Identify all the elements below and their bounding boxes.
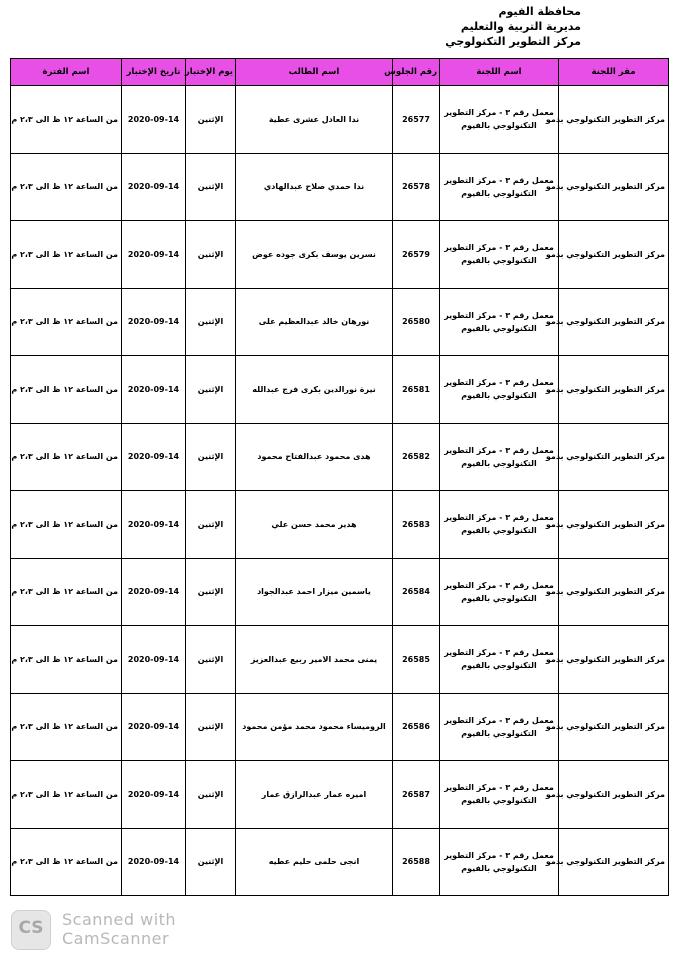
table-row [11, 86, 669, 154]
camscanner-caption [62, 910, 176, 948]
cell-committee: معمل رقم ٣ - مركز التطوير التكنولوجي بالفيوم [440, 288, 559, 356]
header-student: اسم الطالب [236, 59, 393, 86]
cell-date: 2020-09-14 [122, 221, 186, 289]
cell-date: 2020-09-14 [122, 558, 186, 626]
cell-committee: معمل رقم ٣ - مركز التطوير التكنولوجي بالفيوم [440, 558, 559, 626]
cell-day: الإثنين [186, 761, 236, 829]
cell-committee: معمل رقم ٣ - مركز التطوير التكنولوجي بالفيوم [440, 693, 559, 761]
cell-day: الإثنين [186, 221, 236, 289]
cell-seat: 26581 [393, 356, 440, 424]
cell-student: اميره عمار عبدالرازق عمار [236, 761, 393, 829]
cell-center: مركز التطوير التكنولوجي بدمو [559, 761, 669, 829]
table-header-row [11, 59, 669, 86]
cell-committee: معمل رقم ٣ - مركز التطوير التكنولوجي بالفيوم [440, 423, 559, 491]
cell-period: من الساعة ١٢ ظ الى ٢،٣ م [11, 153, 122, 221]
cell-center: مركز التطوير التكنولوجي بدمو [559, 491, 669, 559]
table-row [11, 761, 669, 829]
cell-period: من الساعة ١٢ ظ الى ٢،٣ م [11, 356, 122, 424]
cell-student: نورهان خالد عبدالعظيم على [236, 288, 393, 356]
cell-seat: 26582 [393, 423, 440, 491]
cell-student: انجى حلمى حليم عطيه [236, 828, 393, 896]
cell-date: 2020-09-14 [122, 693, 186, 761]
cell-student: نيرة نورالدين بكرى فرج عبدالله [236, 356, 393, 424]
cell-seat: 26578 [393, 153, 440, 221]
cell-date: 2020-09-14 [122, 356, 186, 424]
cell-day: الإثنين [186, 626, 236, 694]
cell-student: نسرين يوسف بكرى جوده عوض [236, 221, 393, 289]
cell-seat: 26580 [393, 288, 440, 356]
table-row [11, 221, 669, 289]
header-period: اسم الفترة [11, 59, 122, 86]
cell-date: 2020-09-14 [122, 626, 186, 694]
cell-day: الإثنين [186, 558, 236, 626]
cell-period: من الساعة ١٢ ظ الى ٢،٣ م [11, 288, 122, 356]
cell-committee: معمل رقم ٣ - مركز التطوير التكنولوجي بالفيوم [440, 491, 559, 559]
cell-day: الإثنين [186, 356, 236, 424]
header-committee: اسم اللجنة [440, 59, 559, 86]
directorate-title: مديرية التربية والتعليم [460, 20, 581, 33]
cell-date: 2020-09-14 [122, 86, 186, 154]
cell-seat: 26583 [393, 491, 440, 559]
cell-committee: معمل رقم ٣ - مركز التطوير التكنولوجي بالفيوم [440, 153, 559, 221]
cell-student: يمنى محمد الامير ربيع عبدالعزيز [236, 626, 393, 694]
cell-student: ياسمين ميزار احمد عبدالجواد [236, 558, 393, 626]
cell-day: الإثنين [186, 86, 236, 154]
center-title: مركز التطوير التكنولوجي [445, 35, 581, 48]
table-row [11, 693, 669, 761]
table-body [11, 86, 669, 896]
cell-committee: معمل رقم ٣ - مركز التطوير التكنولوجي بالفيوم [440, 86, 559, 154]
header-center: مقر اللجنة [559, 59, 669, 86]
cell-day: الإثنين [186, 693, 236, 761]
cell-center: مركز التطوير التكنولوجي بدمو [559, 288, 669, 356]
cell-date: 2020-09-14 [122, 828, 186, 896]
cell-period: من الساعة ١٢ ظ الى ٢،٣ م [11, 423, 122, 491]
cell-committee: معمل رقم ٣ - مركز التطوير التكنولوجي بالفيوم [440, 626, 559, 694]
cell-day: الإثنين [186, 288, 236, 356]
camscanner-logo-icon [11, 910, 51, 950]
cell-student: ندا العادل عشرى عطية [236, 86, 393, 154]
governorate-title: محافظة الفيوم [498, 5, 581, 18]
cell-period: من الساعة ١٢ ظ الى ٢،٣ م [11, 558, 122, 626]
document-header [381, 4, 581, 49]
table-row [11, 626, 669, 694]
cell-period: من الساعة ١٢ ظ الى ٢،٣ م [11, 693, 122, 761]
cell-committee: معمل رقم ٣ - مركز التطوير التكنولوجي بالفيوم [440, 761, 559, 829]
cell-period: من الساعة ١٢ ظ الى ٢،٣ م [11, 626, 122, 694]
table-row [11, 828, 669, 896]
scanned-with-text: Scanned with [62, 910, 177, 929]
cell-student: هدى محمود عبدالفتاح محمود [236, 423, 393, 491]
header-day: يوم الإختبار [186, 59, 236, 86]
cell-center: مركز التطوير التكنولوجي بدمو [559, 558, 669, 626]
cell-center: مركز التطوير التكنولوجي بدمو [559, 221, 669, 289]
cell-seat: 26586 [393, 693, 440, 761]
cell-date: 2020-09-14 [122, 423, 186, 491]
cell-seat: 26588 [393, 828, 440, 896]
cell-period: من الساعة ١٢ ظ الى ٢،٣ م [11, 221, 122, 289]
table-row [11, 491, 669, 559]
cell-day: الإثنين [186, 828, 236, 896]
cell-center: مركز التطوير التكنولوجي بدمو [559, 828, 669, 896]
cell-seat: 26587 [393, 761, 440, 829]
cell-day: الإثنين [186, 491, 236, 559]
cell-center: مركز التطوير التكنولوجي بدمو [559, 693, 669, 761]
camscanner-watermark [11, 910, 211, 950]
cell-period: من الساعة ١٢ ظ الى ٢،٣ م [11, 86, 122, 154]
cell-committee: معمل رقم ٣ - مركز التطوير التكنولوجي بالفيوم [440, 828, 559, 896]
header-seat: رقم الجلوس [393, 59, 440, 86]
cell-center: مركز التطوير التكنولوجي بدمو [559, 356, 669, 424]
cell-date: 2020-09-14 [122, 761, 186, 829]
cell-date: 2020-09-14 [122, 491, 186, 559]
table-row [11, 288, 669, 356]
cell-seat: 26585 [393, 626, 440, 694]
exam-schedule-table [10, 58, 669, 896]
cell-student: هدير محمد حسن علي [236, 491, 393, 559]
table-row [11, 558, 669, 626]
table-row [11, 356, 669, 424]
cell-seat: 26577 [393, 86, 440, 154]
cell-center: مركز التطوير التكنولوجي بدمو [559, 86, 669, 154]
cell-period: من الساعة ١٢ ظ الى ٢،٣ م [11, 761, 122, 829]
cell-committee: معمل رقم ٣ - مركز التطوير التكنولوجي بالفيوم [440, 221, 559, 289]
cell-committee: معمل رقم ٣ - مركز التطوير التكنولوجي بالفيوم [440, 356, 559, 424]
camscanner-text: CamScanner [62, 929, 170, 948]
cell-date: 2020-09-14 [122, 153, 186, 221]
table-row [11, 153, 669, 221]
cell-center: مركز التطوير التكنولوجي بدمو [559, 423, 669, 491]
header-date: تاريخ الإختبار [122, 59, 186, 86]
cell-center: مركز التطوير التكنولوجي بدمو [559, 153, 669, 221]
cell-student: الروميساء محمود محمد مؤمن محمود [236, 693, 393, 761]
cell-day: الإثنين [186, 153, 236, 221]
cell-student: ندا حمدي صلاح عبدالهادي [236, 153, 393, 221]
cell-day: الإثنين [186, 423, 236, 491]
cell-seat: 26579 [393, 221, 440, 289]
cell-date: 2020-09-14 [122, 288, 186, 356]
cell-period: من الساعة ١٢ ظ الى ٢،٣ م [11, 828, 122, 896]
camscanner-logo-text: CS [18, 918, 44, 938]
cell-seat: 26584 [393, 558, 440, 626]
cell-period: من الساعة ١٢ ظ الى ٢،٣ م [11, 491, 122, 559]
table-row [11, 423, 669, 491]
cell-center: مركز التطوير التكنولوجي بدمو [559, 626, 669, 694]
